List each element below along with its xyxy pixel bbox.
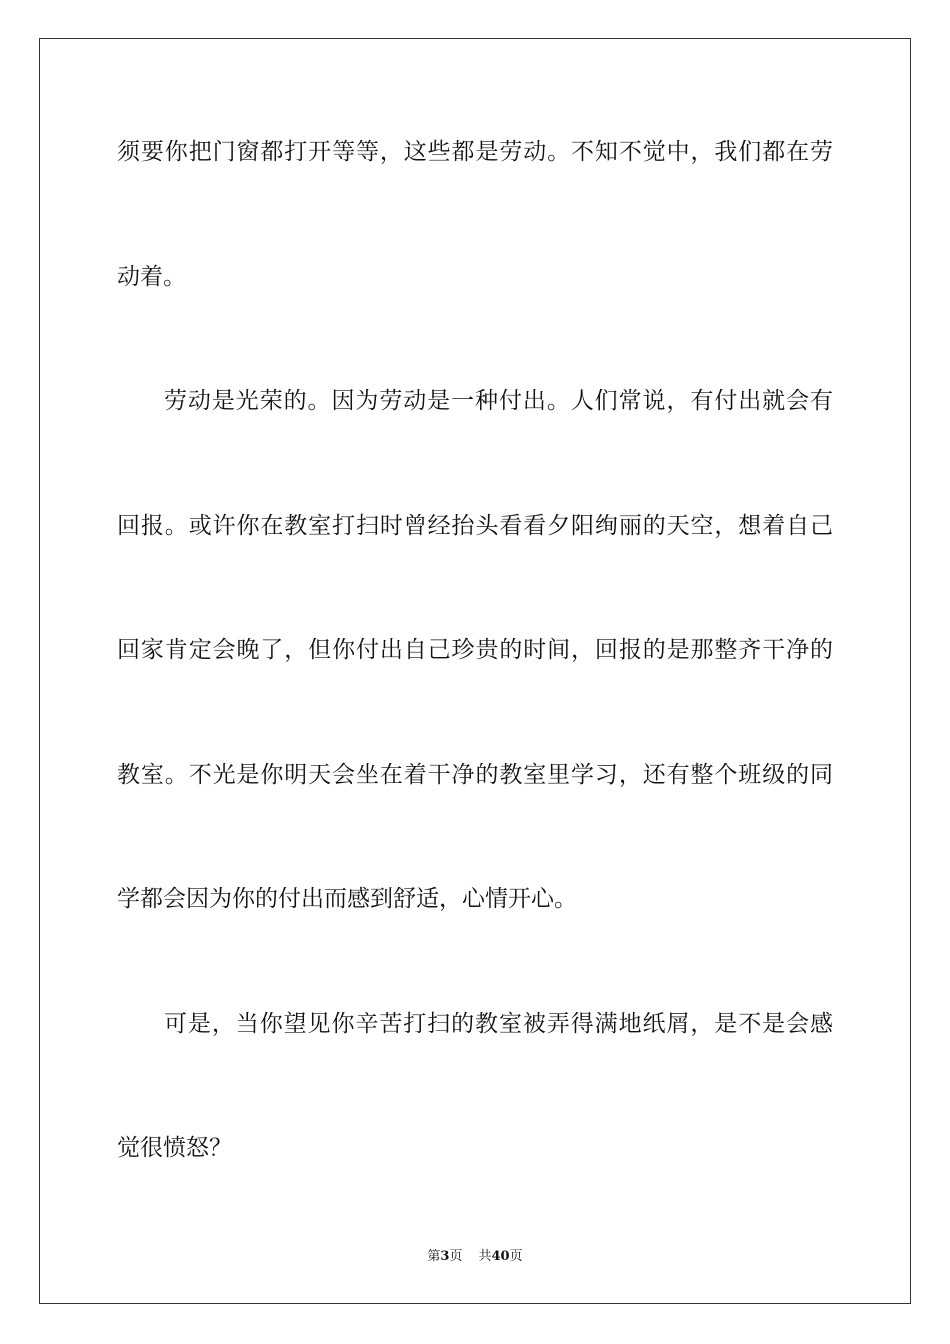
paragraph-line: 回家肯定会晚了，但你付出自己珍贵的时间，回报的是那整齐干净的 — [117, 637, 833, 663]
paragraph-line: 回报。或许你在教室打扫时曾经抬头看看夕阳绚丽的天空，想着自己 — [117, 513, 833, 539]
total-prefix: 共 — [478, 1249, 492, 1264]
total-suffix: 页 — [509, 1249, 523, 1264]
page-footer — [0, 1248, 950, 1266]
paragraph-line: 劳动是光荣的。因为劳动是一种付出。人们常说，有付出就会有 — [164, 388, 833, 414]
page-prefix: 第 — [427, 1249, 441, 1264]
paragraph-line: 须要你把门窗都打开等等，这些都是劳动。不知不觉中，我们都在劳 — [117, 139, 833, 165]
paragraph-line: 可是，当你望见你辛苦打扫的教室被弄得满地纸屑，是不是会感 — [164, 1011, 833, 1037]
paragraph-line: 学都会因为你的付出而感到舒适，心情开心。 — [117, 886, 577, 912]
page-number: 3 — [440, 1249, 450, 1264]
paragraph-line: 觉很愤怒？ — [117, 1135, 232, 1161]
total-pages: 40 — [491, 1249, 510, 1264]
page-suffix: 页 — [449, 1249, 463, 1264]
paragraph-line: 动着。 — [117, 264, 186, 290]
paragraph-line: 教室。不光是你明天会坐在着干净的教室里学习，还有整个班级的同 — [117, 762, 833, 788]
page-border — [39, 38, 911, 1304]
